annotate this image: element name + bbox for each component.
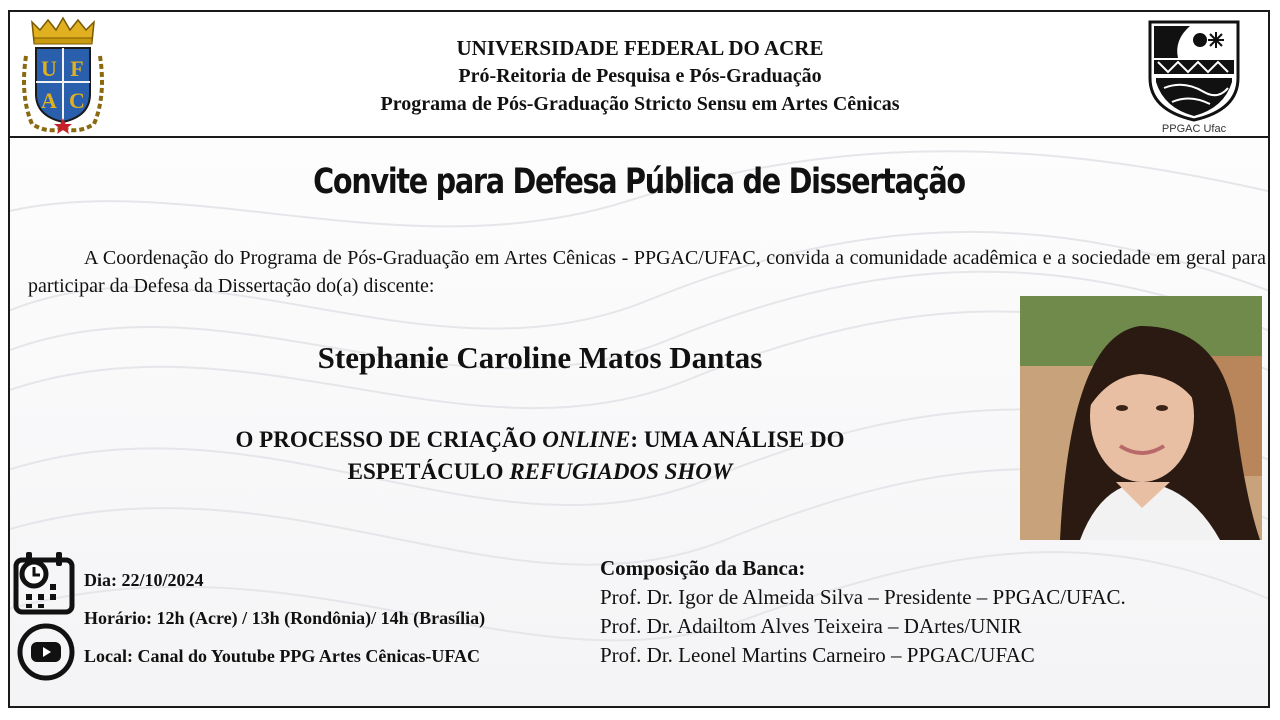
- crest-letter-a: A: [41, 88, 57, 113]
- event-time: Horário: 12h (Acre) / 13h (Rondônia)/ 14h (Brasília): [84, 608, 486, 628]
- university-name: UNIVERSIDADE FEDERAL DO ACRE: [456, 36, 824, 60]
- committee-member: Prof. Dr. Leonel Martins Carneiro – PPGAC/UFAC: [600, 643, 1035, 667]
- crest-letter-u: U: [41, 56, 57, 81]
- committee-heading: Composição da Banca:: [600, 556, 806, 580]
- page-title: Convite para Defesa Pública de Dissertação: [313, 162, 965, 202]
- committee-member: Prof. Dr. Igor de Almeida Silva – Presidente – PPGAC/UFAC.: [600, 585, 1126, 609]
- thesis-title: [190, 424, 890, 488]
- thesis-title-part: O PROCESSO DE CRIAÇÃO: [235, 427, 543, 452]
- thesis-title-italic-online: ONLINE: [542, 427, 631, 452]
- event-details: [84, 564, 485, 678]
- pro-rectorate-name: Pró-Reitoria de Pesquisa e Pós-Graduação: [458, 65, 822, 87]
- calendar-clock-icon: [12, 550, 78, 616]
- ppgac-logo: [1144, 18, 1244, 138]
- header: [10, 12, 1268, 138]
- institution-block: [240, 34, 1040, 118]
- event-date: Dia: 22/10/2024: [84, 570, 204, 590]
- thesis-title-italic-show: REFUGIADOS SHOW: [509, 459, 733, 484]
- event-location: Local: Canal do Youtube PPG Artes Cênicas-UFAC: [84, 646, 480, 666]
- crest-letter-f: F: [70, 56, 84, 81]
- program-name: Programa de Pós-Graduação Stricto Sensu em Artes Cênicas: [380, 93, 900, 115]
- ppgac-logo-icon: [1144, 18, 1244, 122]
- thesis-title-part: : UMA ANÁLISE DO: [630, 427, 845, 452]
- student-name: Stephanie Caroline Matos Dantas: [317, 340, 763, 375]
- ufac-crest-icon: [18, 16, 108, 136]
- intro-paragraph: A Coordenação do Programa de Pós-Graduação em Artes Cênicas - PPGAC/UFAC, convida a comunidade acadêmica e a sociedade em geral para participar da Defesa da Dissertação do(a) discente:: [28, 247, 1266, 297]
- invitation-card: [8, 10, 1270, 708]
- crest-letter-c: C: [69, 88, 85, 113]
- youtube-icon: [16, 622, 76, 682]
- committee: [600, 554, 1126, 670]
- student-photo: [1020, 296, 1262, 540]
- ppgac-caption: PPGAC Ufac: [1161, 123, 1227, 135]
- thesis-title-part: ESPETÁCULO: [347, 459, 510, 484]
- committee-member: Prof. Dr. Adailtom Alves Teixeira – DArtes/UNIR: [600, 614, 1022, 638]
